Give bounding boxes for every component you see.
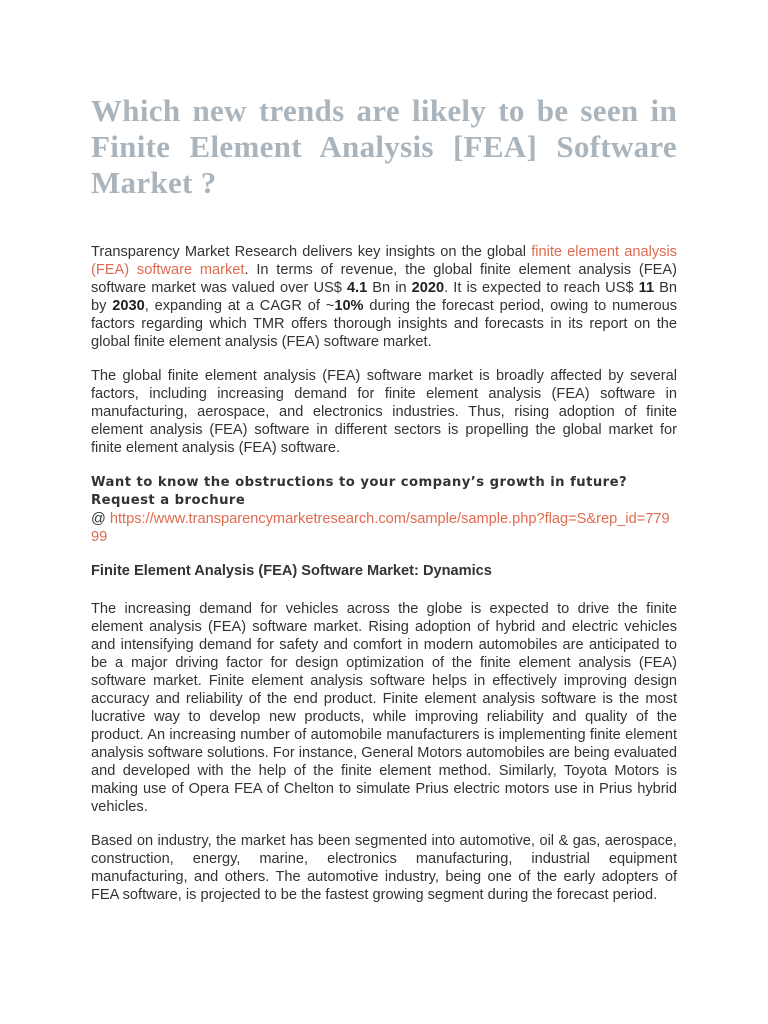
cagr-value: 10% bbox=[334, 298, 364, 314]
document-page bbox=[91, 0, 677, 904]
factors-paragraph: The global finite element analysis (FEA) software market is broadly affected by several factors, including increasing demand for finite element analysis (FEA) software in manufacturing, aerospace, and electronics industries. Thus, rising adoption of finite element analysis (FEA) software in different sectors is propelling the global market for finite element analysis (FEA) software. bbox=[91, 368, 677, 456]
value-2030: 11 bbox=[638, 280, 655, 296]
intro-text-6: , expanding at a CAGR of ~ bbox=[144, 298, 335, 314]
year-2030: 2030 bbox=[112, 298, 145, 314]
intro-text-3: Bn in bbox=[367, 280, 412, 296]
market-report-link[interactable]: finite element analysis (FEA) software market bbox=[91, 244, 677, 278]
intro-text-2: . In terms of revenue, the global finite element analysis (FEA) software market was valued over US$ bbox=[91, 262, 677, 296]
brochure-callout: Want to know the obstructions to your company’s growth in future? Request a brochure bbox=[91, 475, 628, 508]
page-title: Which new trends are likely to be seen in Finite Element Analysis [FEA] Software Market ? bbox=[91, 93, 677, 200]
intro-text-4: . It is expected to reach US$ bbox=[444, 280, 639, 296]
dynamics-paragraph: The increasing demand for vehicles across the globe is expected to drive the finite element analysis (FEA) software market. Rising adoption of hybrid and electric vehicles and intensifying demand for safety and comfort in modern automobiles are anticipated to be a major driving factor for design optimization of the finite element analysis (FEA) software market. Finite element analysis software helps in effectively improving design accuracy and reliability of the end product. Finite element analysis software is the most lucrative way to develop new products, while improving reliability and quality of the product. An increasing number of automobile manufacturers is implementing finite element analysis software solutions. For instance, General Motors automobiles are being evaluated and developed with the help of the finite element method. Similarly, Toyota Motors is making use of Opera FEA of Chelton to simulate Prius electric motors use in Prius hybrid vehicles. bbox=[91, 601, 677, 815]
intro-text-5: Bn by bbox=[91, 280, 678, 314]
value-2020: 4.1 bbox=[346, 280, 368, 296]
section-heading: Finite Element Analysis (FEA) Software Market: Dynamics bbox=[91, 563, 492, 579]
segmentation-paragraph: Based on industry, the market has been segmented into automotive, oil & gas, aerospace, construction, energy, marine, electronics manufacturing, industrial equipment manufacturing, and others. The automotive industry, being one of the early adopters of FEA software, is projected to be the fastest growing segment during the forecast period. bbox=[91, 833, 677, 903]
brochure-link[interactable]: https://www.transparencymarketresearch.com/sample/sample.php?flag=S&rep_id=77999 bbox=[91, 511, 670, 545]
year-2020: 2020 bbox=[411, 280, 445, 296]
intro-text-1: Transparency Market Research delivers key insights on the global bbox=[91, 244, 532, 260]
at-symbol: @ bbox=[91, 511, 110, 527]
brochure-link-line bbox=[91, 510, 677, 546]
intro-text-7: during the forecast period, owing to numerous factors regarding which TMR offers thorough insights and forecasts in its report on the global finite element analysis (FEA) software market. bbox=[91, 298, 678, 350]
intro-paragraph bbox=[91, 243, 677, 351]
